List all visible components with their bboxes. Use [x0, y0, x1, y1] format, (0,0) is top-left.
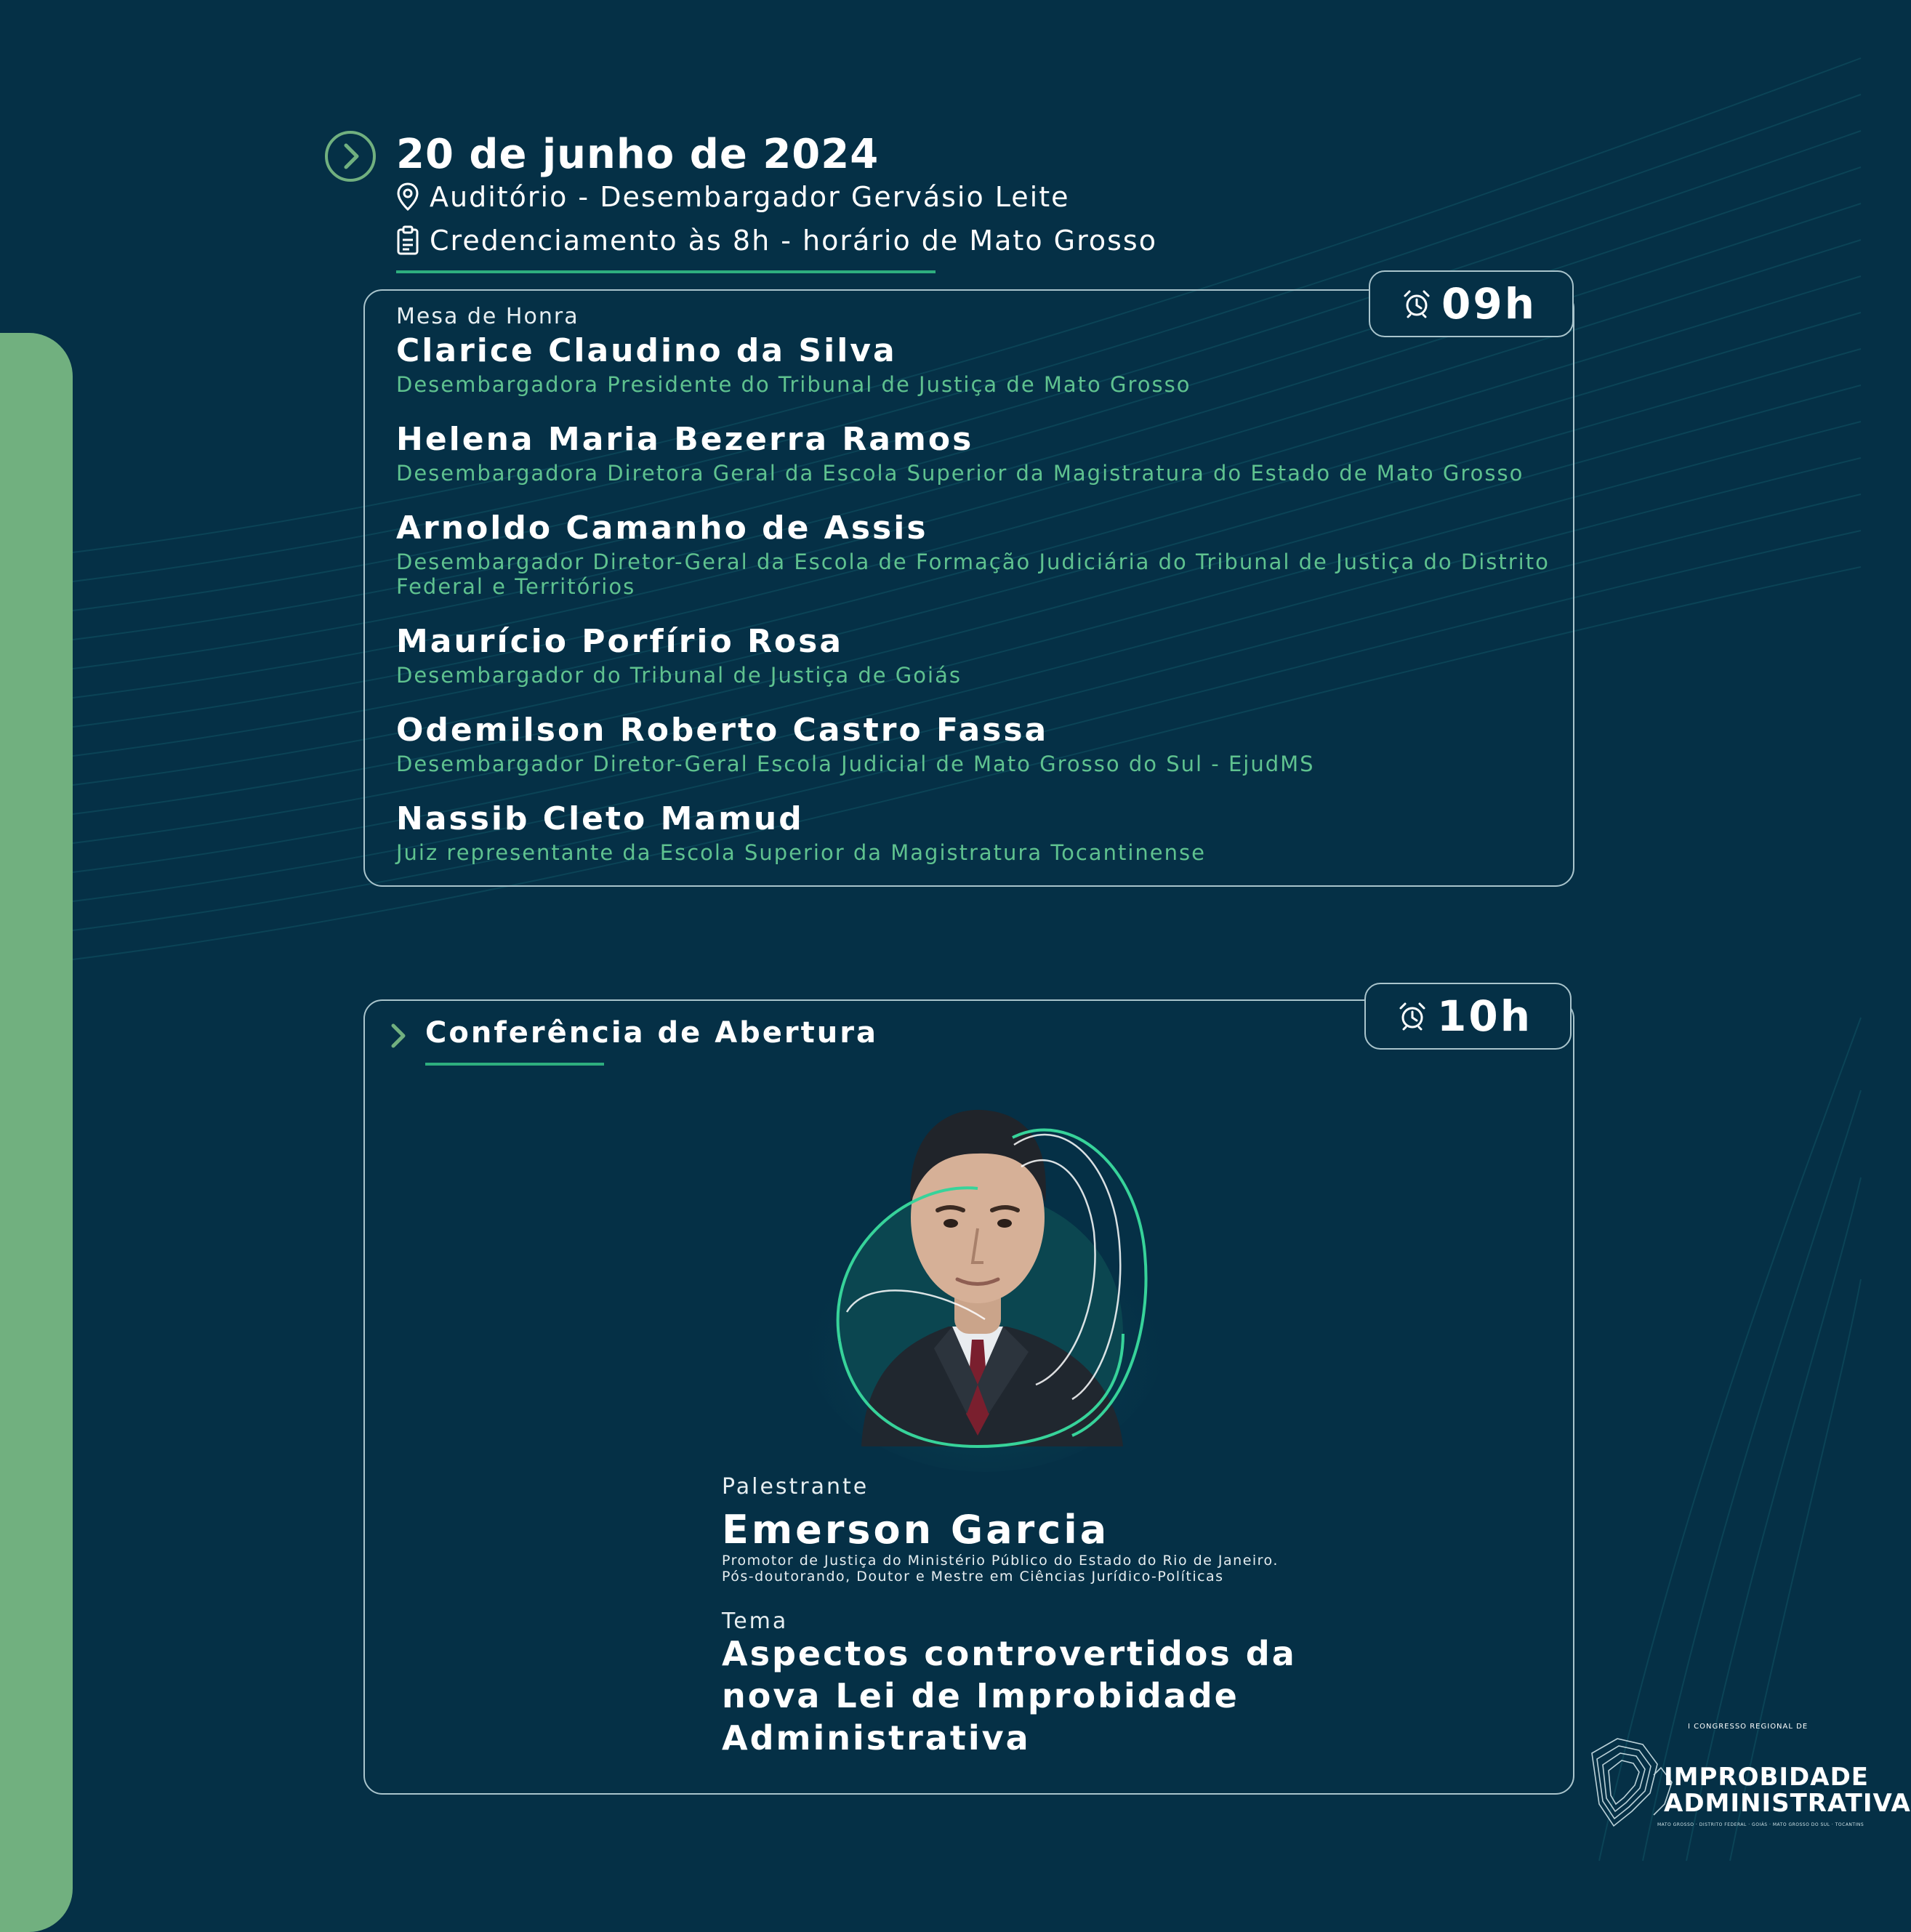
logo-title-line: IMPROBIDADE	[1664, 1763, 1870, 1792]
event-date: 20 de junho de 2024	[396, 131, 880, 178]
honor-member	[396, 711, 1574, 776]
honor-member	[396, 420, 1574, 486]
tema-title: Aspectos controvertidos da nova Lei de Improbidade Administrativa	[722, 1634, 1297, 1758]
location-pin-icon	[396, 182, 419, 212]
tema-label: Tema	[722, 1609, 789, 1634]
speaker-photo	[796, 1072, 1163, 1465]
member-role: Juiz representante da Escola Superior da Magistratura Tocantinense	[396, 840, 1206, 865]
honor-member	[396, 800, 1574, 865]
time-text: 10h	[1437, 991, 1533, 1041]
member-name: Clarice Claudino da Silva	[396, 332, 897, 369]
member-role: Desembargador Diretor-Geral Escola Judicial de Mato Grosso do Sul - EjudMS	[396, 752, 1315, 776]
mesa-label: Mesa de Honra	[396, 304, 579, 329]
honor-member	[396, 622, 1574, 688]
logo-subtitle: I CONGRESSO REGIONAL DE	[1688, 1723, 1809, 1731]
side-accent-bar	[0, 333, 73, 1932]
logo-title	[1664, 1763, 1911, 1818]
member-role: Desembargador do Tribunal de Justiça de Goiás	[396, 663, 962, 688]
alarm-clock-icon	[1398, 1002, 1427, 1031]
header-underline	[396, 270, 936, 273]
time-badge-10h	[1364, 983, 1572, 1050]
location-text: Auditório - Desembargador Gervásio Leite	[430, 181, 1070, 213]
location-row	[396, 178, 1070, 216]
speaker-role	[722, 1553, 1279, 1585]
clipboard-icon	[396, 225, 419, 256]
speaker-role-line: Promotor de Justiça do Ministério Público do Estado do Rio de Janeiro.	[722, 1553, 1279, 1569]
member-name: Nassib Cleto Mamud	[396, 800, 804, 837]
member-name: Odemilson Roberto Castro Fassa	[396, 712, 1049, 749]
time-text: 09h	[1441, 279, 1537, 329]
member-name: Helena Maria Bezerra Ramos	[396, 421, 974, 458]
honor-member	[396, 331, 1574, 397]
logo-states: MATO GROSSO · DISTRITO FEDERAL · GOIÁS · MATO GROSSO DO SUL · TOCANTINS	[1657, 1822, 1864, 1827]
member-name: Arnoldo Camanho de Assis	[396, 510, 928, 547]
chevron-right-icon	[387, 1023, 409, 1049]
credential-row	[396, 220, 1157, 261]
speaker-label: Palestrante	[722, 1474, 869, 1500]
member-name: Maurício Porfírio Rosa	[396, 623, 844, 660]
speaker-role-line: Pós-doutorando, Doutor e Mestre em Ciências Jurídico-Políticas	[722, 1569, 1224, 1585]
member-role: Desembargadora Presidente do Tribunal de Justiça de Mato Grosso	[396, 372, 1191, 397]
alarm-clock-icon	[1402, 289, 1431, 318]
credential-text: Credenciamento às 8h - horário de Mato Grosso	[430, 225, 1157, 257]
member-role: Desembargador Diretor-Geral da Escola de Formação Judiciária do Tribunal de Justiça do Distrito Federal e Territórios	[396, 550, 1550, 599]
member-role: Desembargadora Diretora Geral da Escola Superior da Magistratura do Estado de Mato Grosso	[396, 461, 1524, 486]
time-badge-09h	[1369, 270, 1574, 337]
logo-title-line: ADMINISTRATIVA	[1664, 1789, 1911, 1818]
chevron-right-circle-icon	[323, 129, 377, 183]
honor-member	[396, 509, 1574, 599]
conference-title: Conferência de Abertura	[425, 1016, 878, 1050]
conference-underline	[425, 1063, 604, 1066]
speaker-name: Emerson Garcia	[722, 1507, 1110, 1553]
